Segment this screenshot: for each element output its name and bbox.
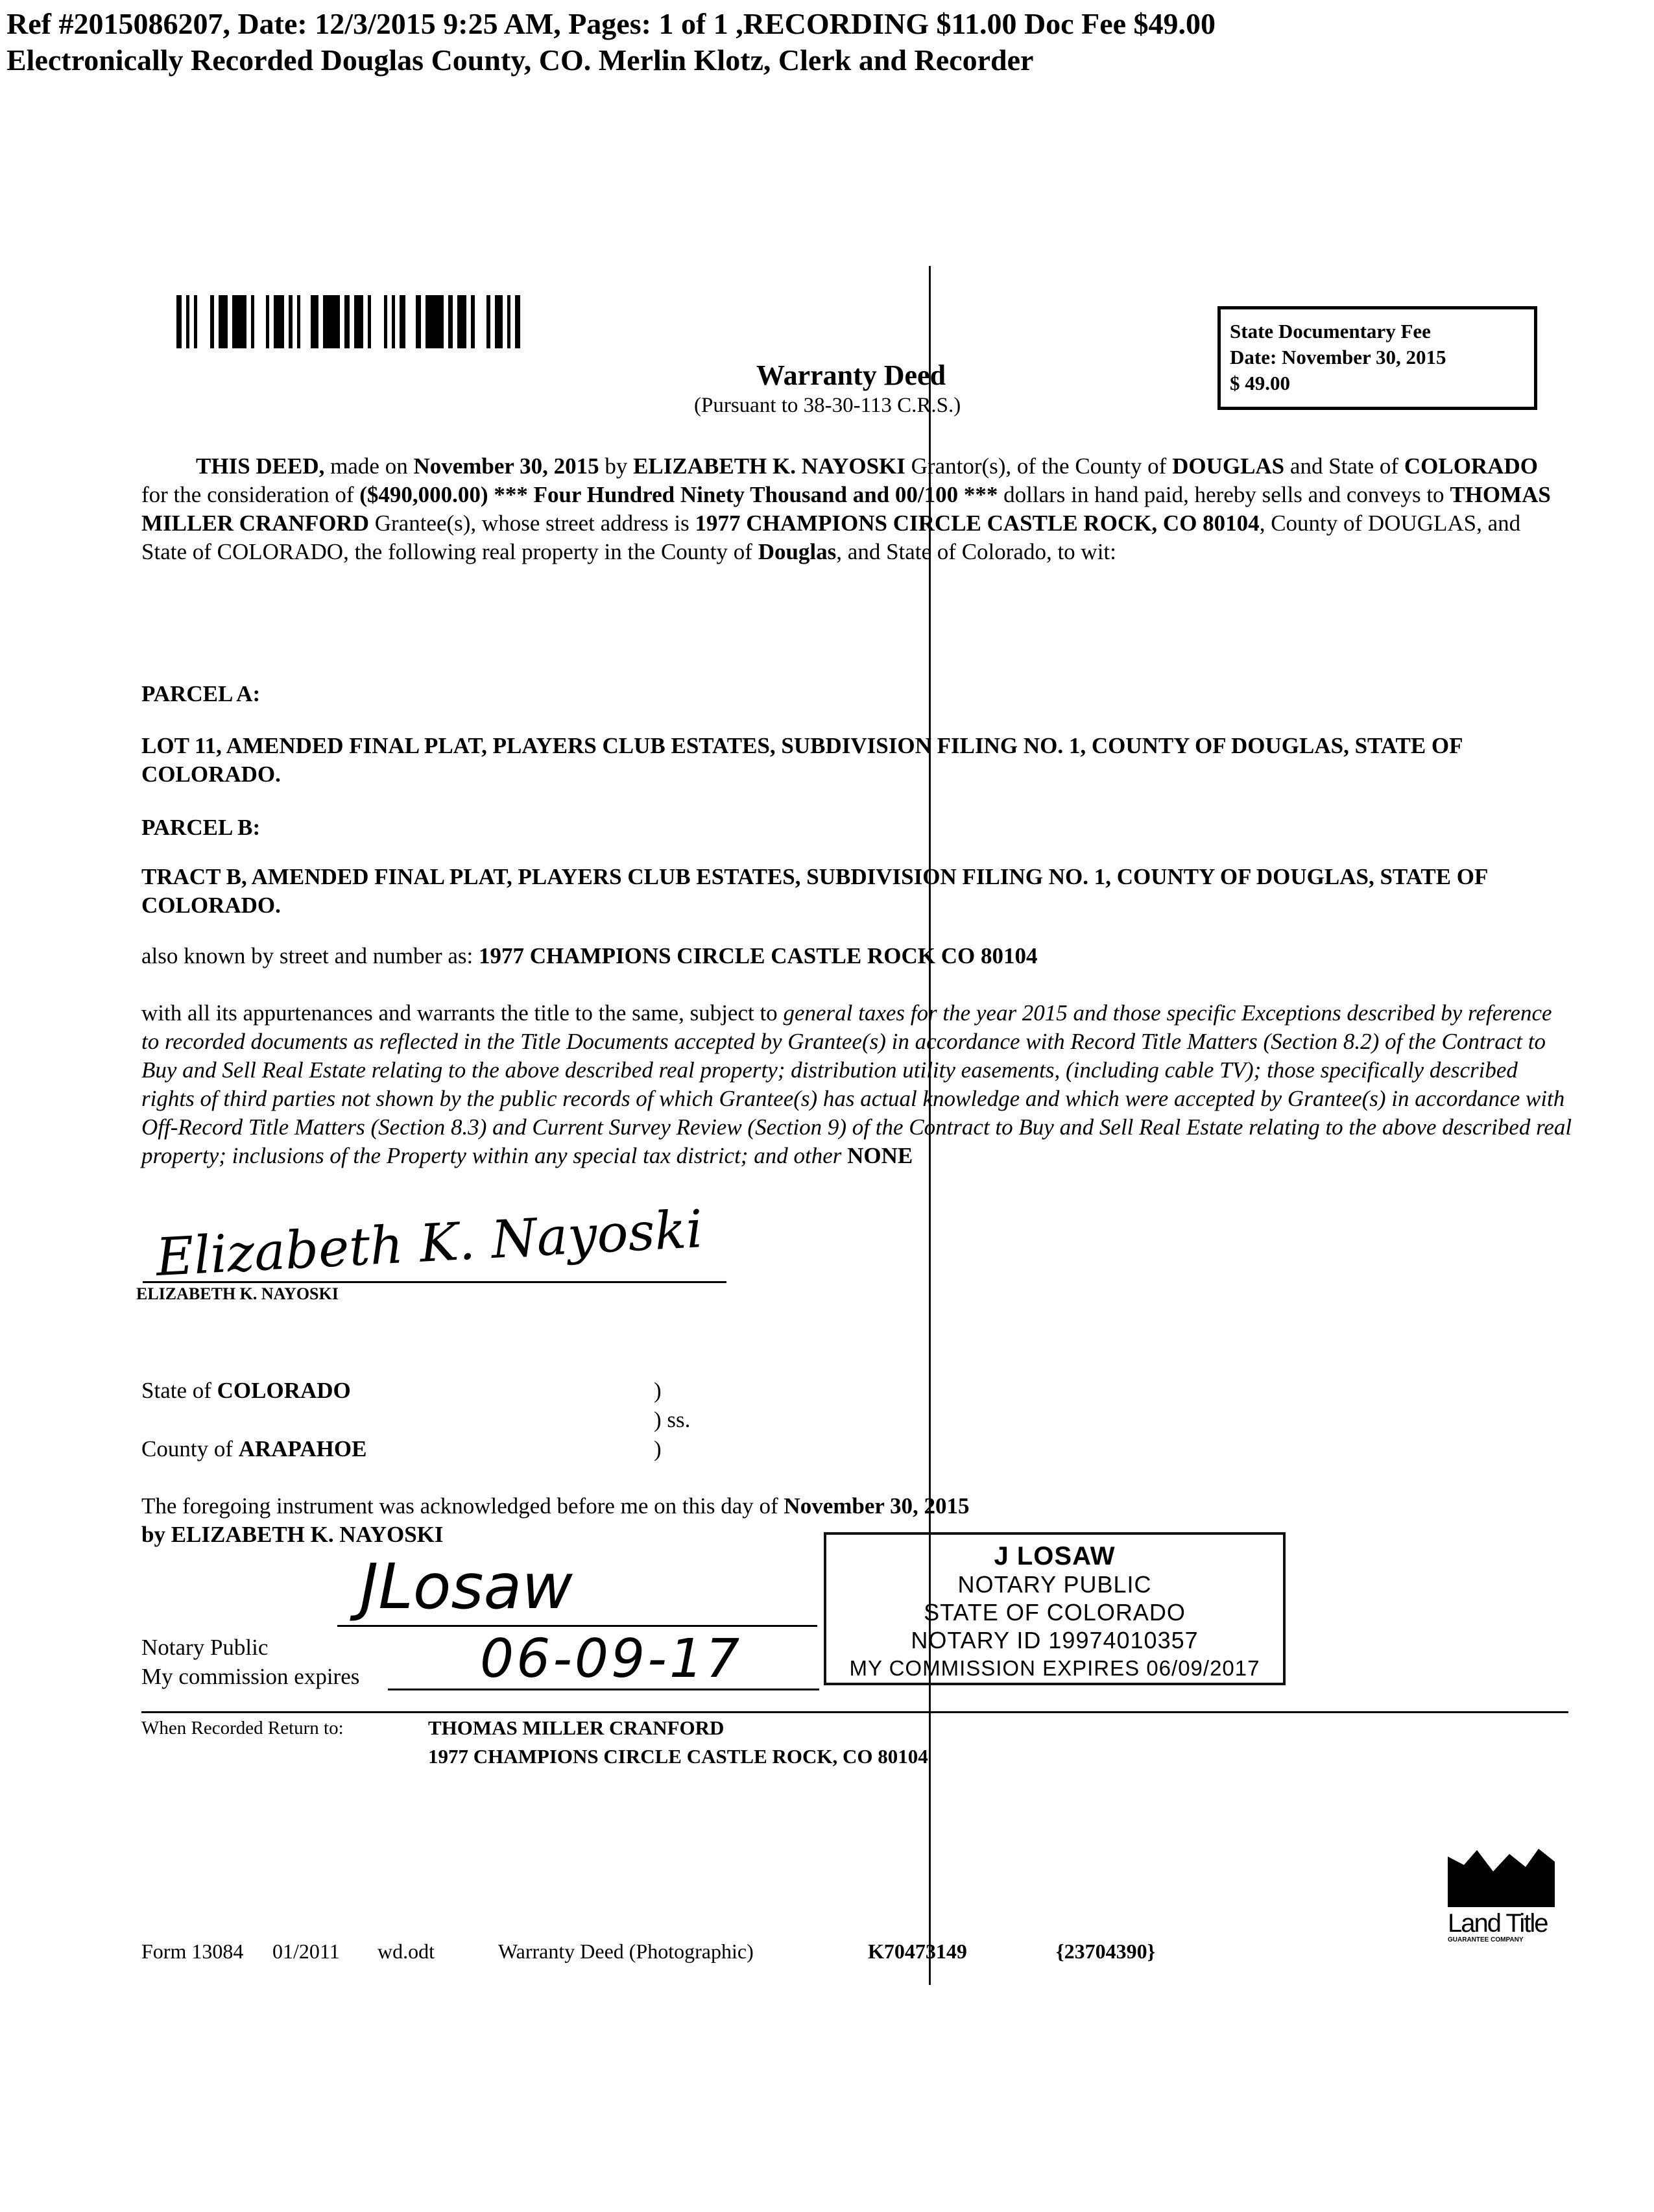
acknowledgment-sentence: The foregoing instrument was acknowledged before me on this day of <box>141 1493 784 1519</box>
notary-stamp <box>824 1532 1286 1685</box>
documentary-fee-box <box>1217 306 1537 410</box>
warranty-paragraph <box>141 999 1575 1170</box>
intro-date: November 30, 2015 <box>413 453 599 479</box>
notary-public-label: Notary Public <box>141 1635 269 1660</box>
footer-file-number: K70473149 <box>868 1940 967 1963</box>
return-to-name: THOMAS MILLER CRANFORD <box>428 1716 725 1739</box>
mountain-logo-icon <box>1448 1842 1555 1907</box>
intro-grantor: ELIZABETH K. NAYOSKI <box>633 453 905 479</box>
intro-text-6: dollars in hand paid, hereby sells and conveys to <box>998 482 1450 507</box>
commission-expires-label: My commission expires <box>141 1664 360 1689</box>
venue-county-label: County of <box>141 1436 239 1461</box>
intro-text-4: and State of <box>1284 453 1404 479</box>
intro-text-3: Grantor(s), of the County of <box>905 453 1173 479</box>
fee-box-date: Date: November 30, 2015 <box>1230 346 1446 368</box>
parcel-b-label: PARCEL B: <box>141 815 261 840</box>
intro-county: DOUGLAS <box>1172 453 1285 479</box>
logo-text: Land Title <box>1448 1909 1548 1938</box>
recording-header-line2: Electronically Recorded Douglas County, CO. Merlin Klotz, Clerk and Recorder <box>6 43 1034 77</box>
venue-state <box>141 1376 351 1405</box>
acknowledgment-text <box>141 1492 970 1521</box>
aka-label: also known by street and number as: <box>141 943 479 968</box>
intro-county-2: Douglas <box>758 539 837 564</box>
document-title: Warranty Deed <box>756 359 946 391</box>
stamp-notary-name: J LOSAW <box>994 1542 1116 1570</box>
warranty-none: NONE <box>841 1143 913 1168</box>
footer-form-date: 01/2011 <box>272 1940 340 1963</box>
recording-header-line1: Ref #2015086207, Date: 12/3/2015 9:25 AM, Pages: 1 of 1 ,RECORDING $11.00 Doc Fee $49.00 <box>6 7 1216 40</box>
footer-file-name: wd.odt <box>378 1940 435 1963</box>
grantor-signature-line <box>143 1281 726 1283</box>
venue-county <box>141 1435 366 1463</box>
barcode <box>176 295 572 348</box>
venue-state-label: State of <box>141 1378 217 1403</box>
stamp-state: STATE OF COLORADO <box>924 1599 1186 1626</box>
return-to-divider <box>141 1711 1568 1713</box>
parcel-b-description: TRACT B, AMENDED FINAL PLAT, PLAYERS CLUB ESTATES, SUBDIVISION FILING NO. 1, COUNTY OF DOUGLAS, STATE OF COLORADO. <box>141 864 1488 918</box>
grantor-signature: Elizabeth K. Nayoski <box>154 1198 704 1288</box>
acknowledgment-by: by ELIZABETH K. NAYOSKI <box>141 1522 444 1547</box>
intro-text-5: for the consideration of <box>141 482 360 507</box>
intro-text-7: Grantee(s), whose street address is <box>368 511 695 536</box>
venue-ss: ) ss. <box>654 1407 691 1432</box>
stamp-notary-public: NOTARY PUBLIC <box>957 1571 1152 1598</box>
stamp-notary-id: NOTARY ID 19974010357 <box>911 1627 1199 1653</box>
document-subtitle: (Pursuant to 38-30-113 C.R.S.) <box>694 394 961 417</box>
stamp-commission-expires: MY COMMISSION EXPIRES 06/09/2017 <box>849 1656 1260 1680</box>
footer-reference: {23704390} <box>1056 1940 1156 1963</box>
venue-paren-1: ) <box>654 1378 662 1403</box>
notary-signature: JLosaw <box>360 1550 573 1623</box>
intro-text-8: , County of DOUGLAS, and State of COLORADO, the following real property in the County of <box>141 511 1521 564</box>
intro-text-9: , and State of Colorado, to wit: <box>836 539 1116 564</box>
intro-text-1: made on <box>324 453 414 479</box>
commission-expires-handwritten: 06-09-17 <box>480 1628 743 1690</box>
deed-intro-paragraph <box>141 452 1568 566</box>
footer-deed-type: Warranty Deed (Photographic) <box>498 1940 754 1963</box>
street-address-line <box>141 942 1038 970</box>
commission-expires-line <box>388 1689 819 1690</box>
land-title-logo <box>1448 1842 1558 1943</box>
return-to-label: When Recorded Return to: <box>141 1718 344 1738</box>
notary-signature-line <box>337 1625 817 1627</box>
intro-grantee: THOMAS MILLER CRANFORD <box>141 482 1551 536</box>
intro-text-2: by <box>599 453 634 479</box>
aka-address: 1977 CHAMPIONS CIRCLE CASTLE ROCK CO 80104 <box>479 943 1038 968</box>
intro-state: COLORADO <box>1404 453 1538 479</box>
footer-form-number: Form 13084 <box>141 1940 244 1963</box>
return-to-address: 1977 CHAMPIONS CIRCLE CASTLE ROCK, CO 80104 <box>428 1745 928 1768</box>
venue-state-value: COLORADO <box>217 1378 351 1403</box>
parcel-a-label: PARCEL A: <box>141 681 261 706</box>
fee-box-title: State Documentary Fee <box>1230 320 1431 343</box>
warranty-text-1: with all its appurtenances and warrants the title to the same, subject to <box>141 1000 784 1026</box>
parcel-a-description: LOT 11, AMENDED FINAL PLAT, PLAYERS CLUB ESTATES, SUBDIVISION FILING NO. 1, COUNTY OF DOUGLAS, STATE OF COLORADO. <box>141 733 1463 787</box>
venue-paren-3: ) <box>654 1436 662 1461</box>
acknowledgment-date: November 30, 2015 <box>784 1493 970 1519</box>
intro-this-deed: THIS DEED, <box>196 453 325 479</box>
grantor-printed-name: ELIZABETH K. NAYOSKI <box>136 1284 339 1303</box>
venue-county-value: ARAPAHOE <box>238 1436 367 1461</box>
warranty-exceptions: general taxes for the year 2015 and those specific Exceptions described by reference to recorded documents as reflected in the Title Documents accepted by Grantee(s) in accordance with Record Title Matters (Section 8.2) of the Contract to Buy and Sell Real Estate relating to the above described real property; distribution utility easements, (including cable TV); those specifically described rights of third parties not shown by the public records of which Grantee(s) has actual knowledge and which were accepted by Grantee(s) in accordance with Off-Record Title Matters (Section 8.3) and Current Survey Review (Section 9) of the Contract to Buy and Sell Real Estate relating to the above described real property; inclusions of the Property within any special tax district; and other <box>141 1000 1572 1168</box>
fee-box-amount: $ 49.00 <box>1230 372 1290 394</box>
intro-consideration: ($490,000.00) *** Four Hundred Ninety Thousand and 00/100 *** <box>359 482 998 507</box>
logo-subtext: GUARANTEE COMPANY <box>1448 1936 1524 1943</box>
intro-grantee-address: 1977 CHAMPIONS CIRCLE CASTLE ROCK, CO 80104 <box>695 511 1260 536</box>
